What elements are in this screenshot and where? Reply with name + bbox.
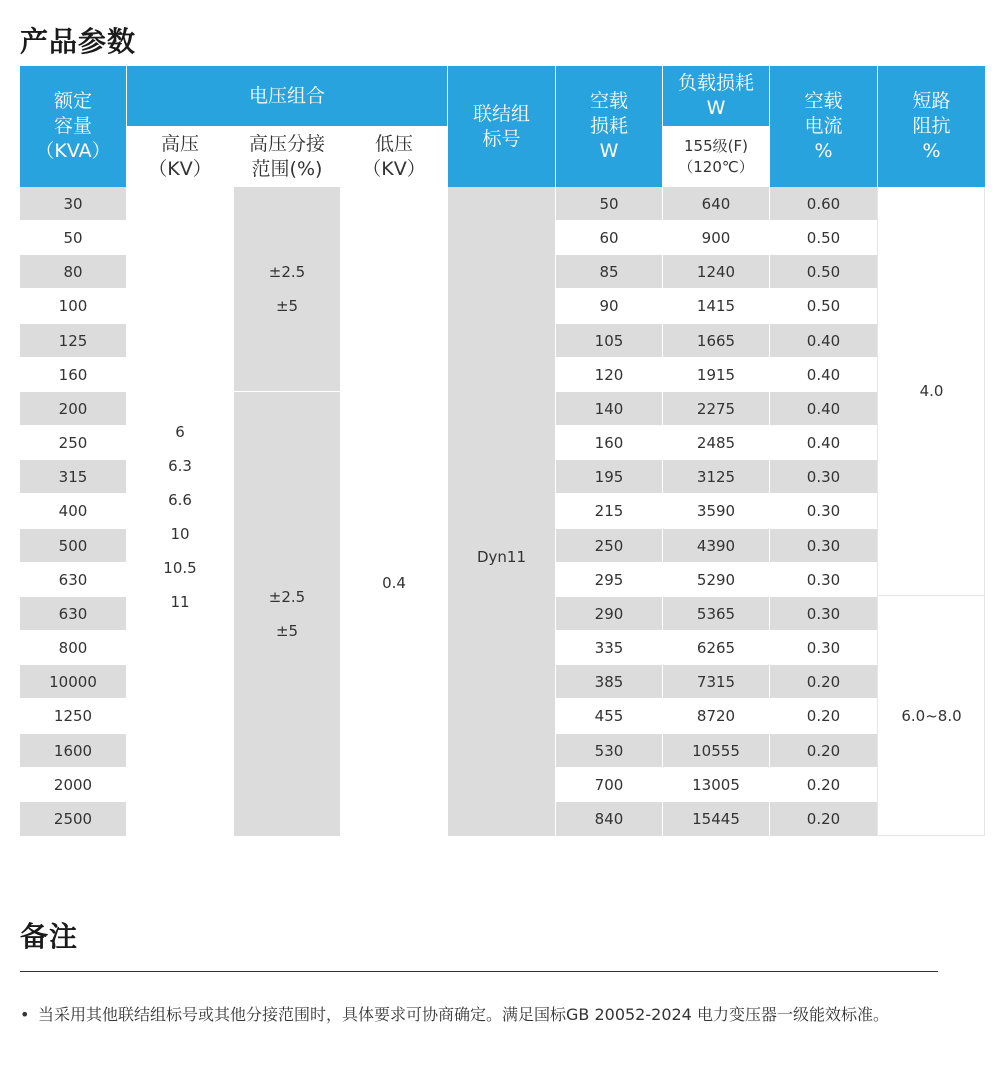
no-load-current-cell-value: 0.20	[806, 672, 841, 691]
header-hv: 高压 （KV）	[127, 126, 233, 187]
load-loss-cell-value: 4390	[696, 536, 736, 555]
no-load-loss-cell	[556, 768, 662, 801]
capacity-cell-value: 2000	[53, 775, 93, 794]
hv-values-value: 6.6	[168, 490, 192, 509]
capacity-cell	[20, 494, 126, 528]
capacity-cell	[20, 802, 126, 836]
capacity-cell	[20, 289, 126, 323]
load-loss-cell	[663, 665, 769, 698]
impedance-group-1	[878, 187, 985, 595]
capacity-cell-value: 400	[58, 502, 88, 520]
note-text: 当采用其他联结组标号或其他分接范围时，具体要求可协商确定。满足国标GB 20052-2024 电力变压器一级能效标准。	[38, 1005, 889, 1024]
tap-group1-value: ±2.5	[268, 263, 306, 281]
hv-values-value: 6.3	[168, 456, 192, 475]
no-load-loss-cell	[556, 221, 662, 254]
load-loss-cell	[663, 802, 769, 836]
no-load-current-cell-value: 0.30	[806, 604, 841, 623]
impedance-group-2	[878, 596, 985, 836]
no-load-current-cell	[770, 665, 877, 698]
no-load-current-cell	[770, 734, 877, 767]
capacity-cell	[20, 426, 126, 459]
no-load-current-cell	[770, 255, 877, 288]
no-load-loss-cell-value: 120	[594, 365, 624, 384]
load-loss-cell	[663, 699, 769, 733]
no-load-loss-cell	[556, 324, 662, 357]
no-load-loss-cell	[556, 392, 662, 425]
header-connection: 联结组 标号	[448, 66, 555, 187]
no-load-current-cell	[770, 631, 877, 664]
no-load-current-cell	[770, 289, 877, 323]
load-loss-cell	[663, 460, 769, 493]
tap-group2-value: ±2.5	[268, 588, 306, 606]
no-load-loss-cell-value: 530	[594, 741, 624, 760]
hv-values-value: 10.5	[163, 558, 197, 577]
capacity-cell-value: 630	[58, 604, 88, 623]
connection-merged-cell	[448, 187, 555, 836]
lv-merged-cell	[341, 187, 447, 836]
load-loss-cell	[663, 289, 769, 323]
load-loss-cell-value: 8720	[696, 707, 736, 725]
capacity-cell-value: 100	[58, 297, 88, 315]
no-load-loss-cell	[556, 734, 662, 767]
capacity-cell	[20, 563, 126, 596]
capacity-cell-value: 1250	[53, 707, 93, 725]
load-loss-cell-value: 5365	[696, 604, 736, 623]
load-loss-cell	[663, 187, 769, 220]
no-load-loss-cell-value: 295	[594, 570, 624, 589]
capacity-cell	[20, 734, 126, 767]
load-loss-cell	[663, 324, 769, 357]
header-load-loss-sub: 155级(F) （120℃）	[663, 126, 769, 187]
header-tap-range: 高压分接 范围(%)	[234, 126, 340, 187]
no-load-current-cell-value: 0.40	[806, 433, 841, 452]
no-load-loss-cell	[556, 460, 662, 493]
load-loss-cell-value: 10555	[692, 741, 740, 760]
no-load-loss-cell	[556, 187, 662, 220]
no-load-current-cell-value: 0.40	[806, 331, 841, 350]
capacity-cell	[20, 392, 126, 425]
capacity-cell-value: 800	[58, 638, 88, 657]
load-loss-cell	[663, 494, 769, 528]
load-loss-cell	[663, 631, 769, 664]
capacity-cell-value: 500	[58, 536, 88, 555]
no-load-loss-cell-value: 840	[594, 810, 624, 828]
hv-values-value: 10	[170, 524, 190, 543]
header-load-loss: 负载损耗 W	[663, 66, 769, 126]
divider	[20, 971, 938, 972]
capacity-cell	[20, 358, 126, 391]
no-load-loss-cell-value: 105	[594, 331, 624, 350]
load-loss-cell	[663, 426, 769, 459]
no-load-loss-cell-value: 90	[599, 297, 619, 315]
capacity-cell-value: 200	[58, 399, 88, 418]
bullet-icon: •	[20, 1005, 30, 1024]
no-load-current-cell-value: 0.20	[806, 741, 841, 760]
no-load-current-cell	[770, 597, 877, 630]
load-loss-cell-value: 900	[701, 228, 731, 247]
load-loss-cell	[663, 597, 769, 630]
tap-group2-value: ±5	[275, 622, 299, 640]
load-loss-cell-value: 2485	[696, 433, 736, 452]
no-load-current-cell-value: 0.20	[806, 810, 841, 828]
no-load-current-cell-value: 0.30	[806, 536, 841, 555]
grid-line	[878, 595, 985, 596]
no-load-loss-cell-value: 60	[599, 228, 619, 247]
no-load-loss-cell-value: 455	[594, 707, 624, 725]
no-load-loss-cell	[556, 494, 662, 528]
no-load-loss-cell-value: 290	[594, 604, 624, 623]
no-load-current-cell	[770, 221, 877, 254]
page-title: 产品参数	[20, 25, 137, 58]
connection-value: Dyn11	[476, 547, 527, 566]
load-loss-cell-value: 1665	[696, 331, 736, 350]
no-load-current-cell-value: 0.20	[806, 775, 841, 794]
capacity-cell-value: 315	[58, 467, 88, 486]
notes-title: 备注	[20, 920, 79, 953]
no-load-loss-cell-value: 140	[594, 399, 624, 418]
no-load-current-cell	[770, 529, 877, 562]
load-loss-cell	[663, 563, 769, 596]
load-loss-cell-value: 3590	[696, 502, 736, 520]
no-load-loss-cell-value: 215	[594, 502, 624, 520]
capacity-cell	[20, 699, 126, 733]
no-load-loss-cell	[556, 563, 662, 596]
capacity-cell-value: 160	[58, 365, 88, 384]
no-load-current-cell-value: 0.30	[806, 502, 841, 520]
capacity-cell-value: 630	[58, 570, 88, 589]
no-load-current-cell	[770, 563, 877, 596]
no-load-current-cell-value: 0.30	[806, 570, 841, 589]
no-load-current-cell	[770, 768, 877, 801]
no-load-loss-cell-value: 85	[599, 262, 619, 281]
capacity-cell-value: 30	[63, 194, 83, 213]
load-loss-cell-value: 3125	[696, 467, 736, 486]
no-load-loss-cell-value: 160	[594, 433, 624, 452]
no-load-current-cell-value: 0.30	[806, 638, 841, 657]
no-load-loss-cell	[556, 597, 662, 630]
load-loss-cell-value: 1915	[696, 365, 736, 384]
no-load-loss-cell-value: 700	[594, 775, 624, 794]
load-loss-cell	[663, 529, 769, 562]
load-loss-cell	[663, 768, 769, 801]
no-load-current-cell	[770, 460, 877, 493]
capacity-cell-value: 80	[63, 262, 83, 281]
header-impedance: 短路 阻抗 %	[878, 66, 985, 187]
capacity-cell	[20, 529, 126, 562]
no-load-loss-cell	[556, 665, 662, 698]
no-load-loss-cell	[556, 631, 662, 664]
grid-line	[877, 187, 878, 836]
no-load-loss-cell	[556, 529, 662, 562]
capacity-cell-value: 10000	[49, 672, 97, 691]
no-load-loss-cell	[556, 289, 662, 323]
capacity-cell-value: 250	[58, 433, 88, 452]
no-load-current-cell-value: 0.30	[806, 467, 841, 486]
no-load-current-cell-value: 0.20	[806, 707, 841, 725]
no-load-current-cell	[770, 699, 877, 733]
no-load-current-cell	[770, 494, 877, 528]
no-load-current-cell	[770, 187, 877, 220]
load-loss-cell-value: 640	[701, 194, 731, 213]
lv-value: 0.4	[382, 573, 406, 592]
load-loss-cell-value: 6265	[696, 638, 736, 657]
capacity-cell	[20, 768, 126, 801]
load-loss-cell-value: 1415	[696, 297, 736, 315]
hv-merged-cell	[127, 187, 233, 836]
load-loss-cell-value: 5290	[696, 570, 736, 589]
load-loss-cell	[663, 221, 769, 254]
capacity-cell-value: 2500	[53, 810, 93, 828]
capacity-cell-value: 1600	[53, 741, 93, 760]
load-loss-cell	[663, 358, 769, 391]
no-load-loss-cell	[556, 255, 662, 288]
capacity-cell	[20, 187, 126, 220]
header-no-load-loss: 空载 损耗 W	[556, 66, 662, 187]
load-loss-cell	[663, 392, 769, 425]
no-load-current-cell-value: 0.50	[806, 262, 841, 281]
no-load-current-cell	[770, 426, 877, 459]
capacity-cell	[20, 255, 126, 288]
load-loss-cell-value: 15445	[692, 810, 740, 828]
no-load-loss-cell-value: 195	[594, 467, 624, 486]
load-loss-cell-value: 13005	[692, 775, 740, 794]
capacity-cell	[20, 221, 126, 254]
tap-range-group-2	[234, 392, 340, 836]
no-load-current-cell-value: 0.50	[806, 228, 841, 247]
load-loss-cell	[663, 734, 769, 767]
header-no-load-current: 空载 电流 %	[770, 66, 877, 187]
no-load-current-cell	[770, 392, 877, 425]
capacity-cell	[20, 597, 126, 630]
params-table	[20, 66, 985, 836]
no-load-loss-cell	[556, 699, 662, 733]
header-lv: 低压 （KV）	[341, 126, 447, 187]
no-load-current-cell-value: 0.60	[806, 194, 841, 213]
no-load-loss-cell-value: 250	[594, 536, 624, 555]
capacity-cell-value: 50	[63, 228, 83, 247]
capacity-cell	[20, 631, 126, 664]
no-load-current-cell	[770, 324, 877, 357]
no-load-loss-cell-value: 335	[594, 638, 624, 657]
tap-group1-value: ±5	[275, 297, 299, 315]
capacity-cell-value: 125	[58, 331, 88, 350]
no-load-loss-cell	[556, 802, 662, 836]
no-load-current-cell	[770, 358, 877, 391]
no-load-current-cell-value: 0.40	[806, 399, 841, 418]
load-loss-cell-value: 1240	[696, 262, 736, 281]
capacity-cell	[20, 324, 126, 357]
load-loss-cell-value: 2275	[696, 399, 736, 418]
load-loss-cell-value: 7315	[696, 672, 736, 691]
grid-line	[984, 187, 985, 836]
no-load-loss-cell-value: 50	[599, 194, 619, 213]
capacity-cell	[20, 665, 126, 698]
grid-line	[878, 835, 985, 836]
capacity-cell	[20, 460, 126, 493]
no-load-current-cell	[770, 802, 877, 836]
hv-values-value: 6	[175, 422, 185, 441]
tap-range-group-1	[234, 187, 340, 391]
load-loss-cell	[663, 255, 769, 288]
no-load-loss-cell	[556, 358, 662, 391]
no-load-loss-cell-value: 385	[594, 672, 624, 691]
header-voltage-group: 电压组合	[127, 66, 447, 126]
no-load-current-cell-value: 0.40	[806, 365, 841, 384]
impedance-value-1: 4.0	[919, 382, 944, 400]
no-load-current-cell-value: 0.50	[806, 297, 841, 315]
impedance-value-2: 6.0~8.0	[901, 707, 962, 725]
note-item	[20, 998, 980, 1032]
no-load-loss-cell	[556, 426, 662, 459]
header-capacity: 额定 容量 （KVA）	[20, 66, 126, 187]
hv-values-value: 11	[170, 592, 190, 611]
